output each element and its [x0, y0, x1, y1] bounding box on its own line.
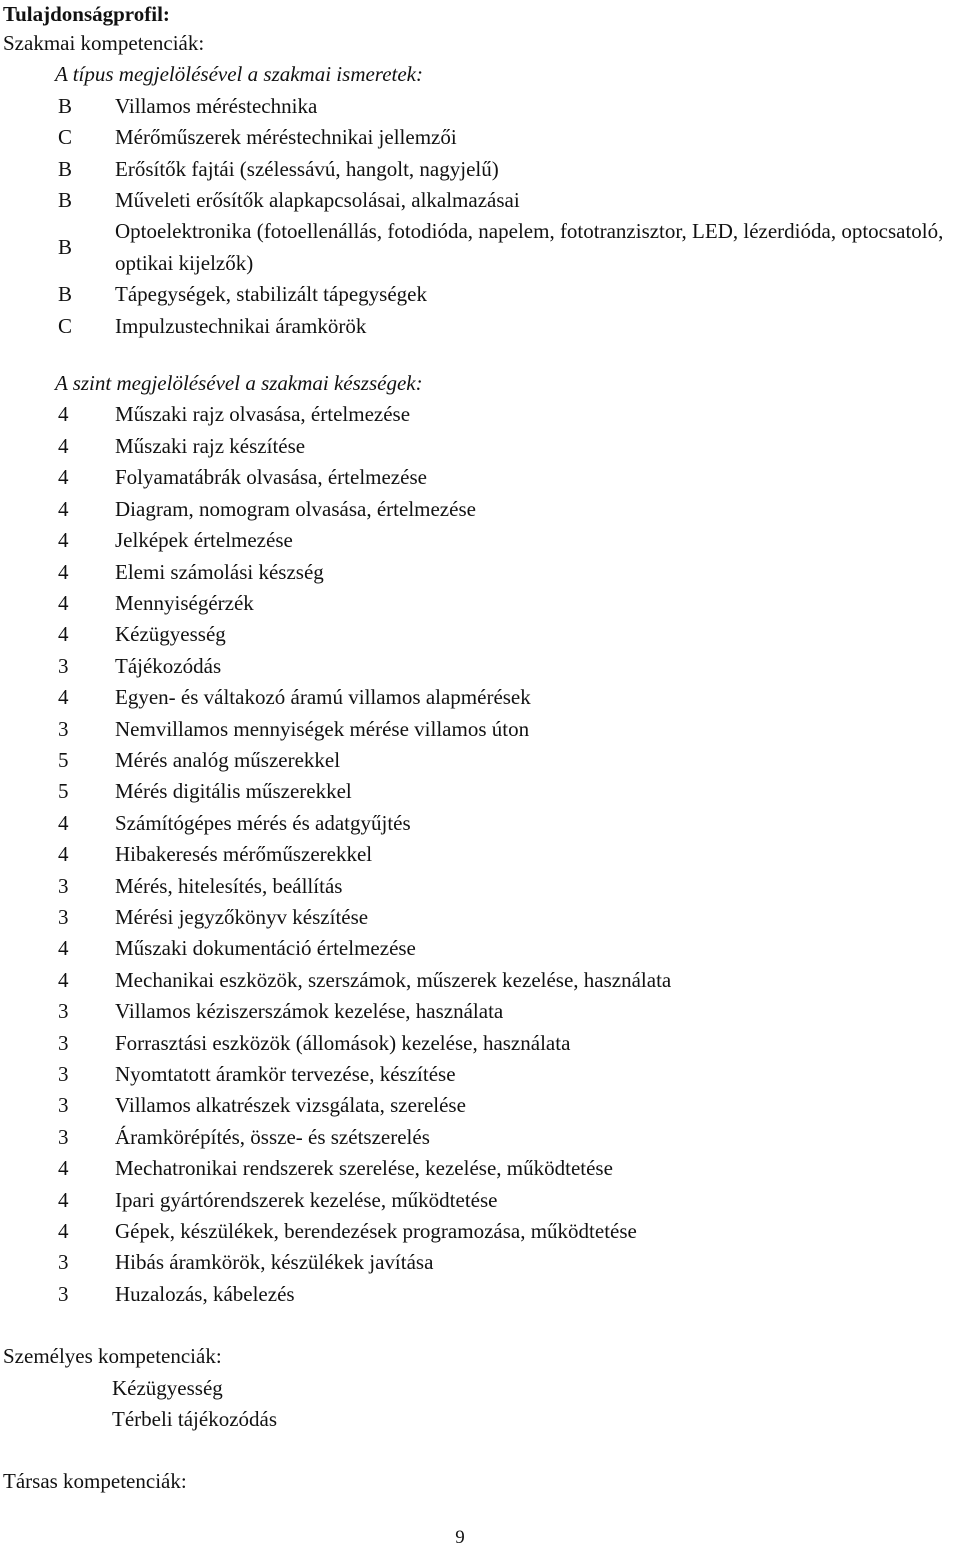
skill-level: 4	[58, 842, 69, 867]
skill-text: Műszaki rajz olvasása, értelmezése	[115, 402, 411, 427]
document-page	[3, 0, 958, 1498]
skill-text: Mechatronikai rendszerek szerelése, kezelése, működtetése	[115, 1156, 613, 1181]
skill-level: 3	[58, 1093, 69, 1118]
knowledge-text: Műveleti erősítők alapkapcsolásai, alkalmazásai	[115, 188, 520, 213]
skill-level: 4	[58, 685, 69, 710]
page-number: 9	[455, 1527, 465, 1548]
skill-level: 3	[58, 873, 69, 898]
skill-item	[3, 1028, 958, 1059]
skill-text: Tájékozódás	[115, 653, 222, 678]
skill-text: Mérés analóg műszerekkel	[115, 747, 341, 772]
skill-text: Forrasztási eszközök (állomások) kezelése, használata	[115, 1030, 571, 1055]
knowledge-item	[3, 279, 958, 310]
knowledge-type-code: B	[58, 188, 73, 213]
skill-item	[3, 1279, 958, 1310]
spacer	[3, 1435, 958, 1466]
knowledge-text: Optoelektronika (fotoellenállás, fotodióda, napelem, fototranzisztor, LED, lézerdióda, optocsatoló, optikai kijelzők)	[115, 219, 944, 275]
skill-text: Villamos alkatrészek vizsgálata, szerelése	[115, 1093, 466, 1118]
skill-item	[3, 619, 958, 650]
skill-text: Hibás áramkörök, készülékek javítása	[115, 1250, 434, 1275]
skill-item	[3, 399, 958, 430]
skill-item	[3, 808, 958, 839]
skill-item	[3, 933, 958, 964]
spacer	[3, 342, 958, 368]
skill-text: Műszaki dokumentáció értelmezése	[115, 936, 416, 961]
skill-text: Diagram, nomogram olvasása, értelmezése	[115, 496, 476, 521]
knowledge-text: Erősítők fajtái (szélessávú, hangolt, nagyjelű)	[115, 156, 499, 181]
skill-text: Jelképek értelmezése	[115, 528, 293, 553]
knowledge-item	[3, 185, 958, 216]
knowledge-type-code: B	[58, 282, 73, 307]
spacer	[3, 1310, 958, 1341]
skill-level: 4	[58, 402, 69, 427]
skill-item	[3, 462, 958, 493]
skill-level: 4	[58, 967, 69, 992]
skill-text: Gépek, készülékek, berendezések programozása, működtetése	[115, 1219, 637, 1244]
skill-item	[3, 965, 958, 996]
skill-item	[3, 682, 958, 713]
skill-level: 4	[58, 590, 69, 615]
skill-level: 4	[58, 433, 69, 458]
skill-level: 3	[58, 1124, 69, 1149]
knowledge-text: Mérőműszerek méréstechnikai jellemzői	[115, 125, 457, 150]
professional-competencies-label: Szakmai kompetenciák:	[3, 31, 205, 55]
skill-level: 4	[58, 1219, 69, 1244]
skill-text: Nemvillamos mennyiségek mérése villamos úton	[115, 716, 530, 741]
skill-text: Villamos kéziszerszámok kezelése, használata	[115, 999, 504, 1024]
skill-item	[3, 1153, 958, 1184]
skill-item	[3, 871, 958, 902]
skill-item	[3, 1247, 958, 1278]
skill-text: Áramkörépítés, össze- és szétszerelés	[115, 1124, 430, 1149]
knowledge-item	[3, 122, 958, 153]
knowledge-type-code: C	[58, 125, 73, 150]
skill-item	[3, 557, 958, 588]
personal-competency-item: Kézügyesség	[112, 1375, 223, 1400]
knowledge-item	[3, 154, 958, 185]
skill-item	[3, 714, 958, 745]
skill-text: Műszaki rajz készítése	[115, 433, 306, 458]
skill-text: Egyen- és váltakozó áramú villamos alapmérések	[115, 685, 531, 710]
social-competencies-label: Társas kompetenciák:	[3, 1469, 187, 1494]
skill-text: Huzalozás, kábelezés	[115, 1281, 295, 1306]
skill-level: 3	[58, 999, 69, 1024]
skill-item	[3, 1185, 958, 1216]
skill-level: 3	[58, 904, 69, 929]
skill-item	[3, 776, 958, 807]
skill-text: Számítógépes mérés és adatgyűjtés	[115, 810, 411, 835]
skill-item	[3, 1090, 958, 1121]
skill-item	[3, 431, 958, 462]
skill-item	[3, 839, 958, 870]
skill-level: 3	[58, 1062, 69, 1086]
skill-level: 4	[58, 528, 69, 553]
skill-level: 4	[58, 1187, 69, 1212]
skill-level: 3	[58, 1030, 69, 1055]
skill-text: Kézügyesség	[115, 622, 226, 647]
skills-list	[3, 399, 958, 1310]
skill-text: Mennyiségérzék	[115, 590, 254, 615]
knowledge-item	[3, 216, 958, 279]
skill-level: 3	[58, 716, 69, 741]
skill-level: 4	[58, 810, 69, 835]
page-title: Tulajdonságprofil:	[3, 2, 170, 26]
skill-item	[3, 1059, 958, 1090]
skill-text: Hibakeresés mérőműszerekkel	[115, 842, 373, 867]
skill-text: Mérés, hitelesítés, beállítás	[115, 873, 343, 898]
personal-competencies-label: Személyes kompetenciák:	[3, 1344, 222, 1369]
knowledge-type-code: B	[58, 93, 73, 118]
skill-text: Ipari gyártórendszerek kezelése, működtetése	[115, 1187, 498, 1212]
skill-level: 4	[58, 559, 69, 584]
knowledge-type-code: B	[58, 235, 73, 260]
knowledge-list	[3, 91, 958, 342]
personal-competency-item: Térbeli tájékozódás	[112, 1407, 278, 1432]
skill-level: 4	[58, 622, 69, 647]
skill-level: 4	[58, 1156, 69, 1181]
skill-level: 4	[58, 936, 69, 961]
skill-level: 5	[58, 747, 69, 772]
skill-item	[3, 1216, 958, 1247]
skill-item	[3, 588, 958, 619]
skills-heading: A szint megjelölésével a szakmai készségek:	[55, 371, 423, 396]
skill-level: 3	[58, 1281, 69, 1306]
skill-level: 4	[58, 496, 69, 521]
skill-text: Elemi számolási készség	[115, 559, 324, 584]
knowledge-item	[3, 91, 958, 122]
knowledge-text: Impulzustechnikai áramkörök	[115, 313, 367, 338]
knowledge-type-code: B	[58, 156, 73, 181]
skill-item	[3, 996, 958, 1027]
knowledge-type-code: C	[58, 313, 73, 338]
skill-text: Mérés digitális műszerekkel	[115, 779, 352, 804]
knowledge-item	[3, 311, 958, 342]
skill-item	[3, 525, 958, 556]
knowledge-text: Villamos méréstechnika	[115, 93, 318, 118]
skill-item	[3, 1122, 958, 1153]
skill-item	[3, 902, 958, 933]
skill-item	[3, 494, 958, 525]
skill-text: Mechanikai eszközök, szerszámok, műszerek kezelése, használata	[115, 967, 672, 992]
skill-level: 3	[58, 1250, 69, 1275]
skill-level: 3	[58, 653, 69, 678]
skill-text: Mérési jegyzőkönyv készítése	[115, 904, 369, 929]
skill-text: Nyomtatott áramkör tervezése, készítése	[115, 1062, 456, 1086]
skill-item	[3, 651, 958, 682]
knowledge-heading: A típus megjelölésével a szakmai ismeretek:	[55, 62, 423, 87]
skill-level: 5	[58, 779, 69, 804]
skill-item	[3, 745, 958, 776]
knowledge-text: Tápegységek, stabilizált tápegységek	[115, 282, 427, 307]
skill-text: Folyamatábrák olvasása, értelmezése	[115, 465, 427, 490]
skill-level: 4	[58, 465, 69, 490]
